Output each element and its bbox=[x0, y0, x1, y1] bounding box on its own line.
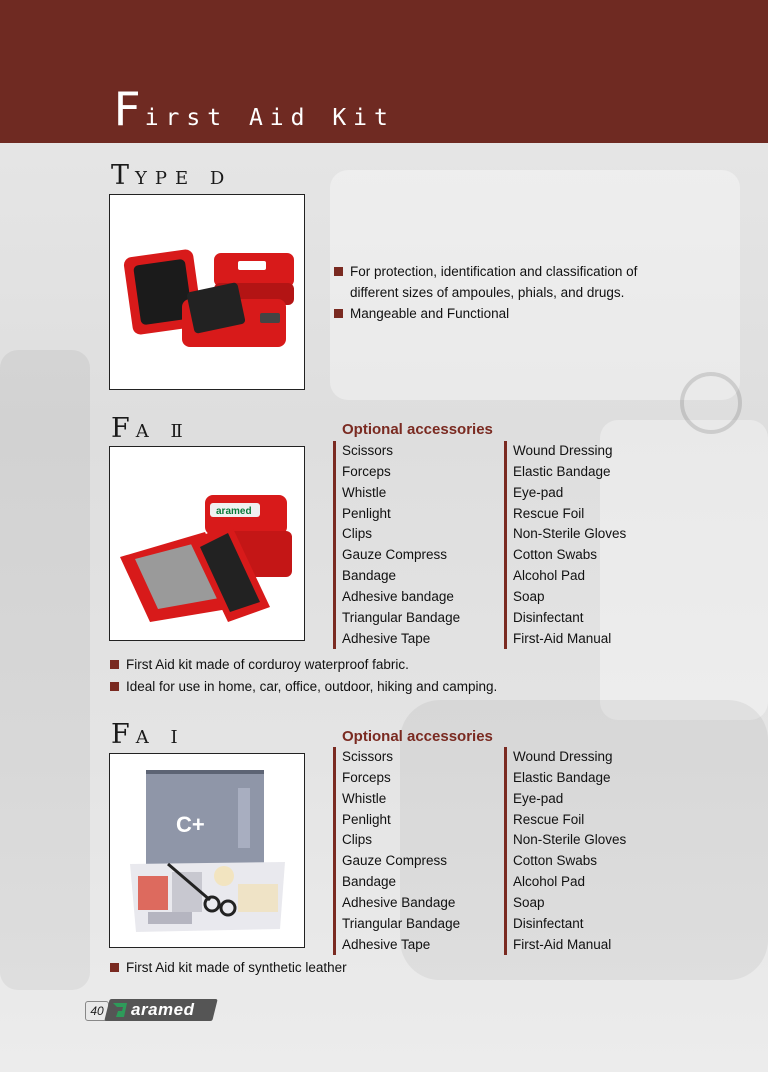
svg-text:C+: C+ bbox=[176, 812, 205, 837]
background-gauge bbox=[680, 372, 742, 434]
kit-red-open-icon bbox=[110, 195, 303, 388]
list-item: Bandage bbox=[342, 874, 397, 890]
list-item: Penlight bbox=[342, 811, 391, 827]
photo-type-d bbox=[109, 194, 305, 390]
photo-fa2 bbox=[109, 446, 305, 641]
background-wall bbox=[0, 350, 90, 990]
list-item: Whistle bbox=[342, 790, 387, 806]
list-item: Gauze Compress bbox=[342, 547, 448, 563]
section-title-fa2: FA Ⅱ bbox=[111, 413, 191, 444]
type-d-bullet-continued: different sizes of ampoules, phials, and drugs. bbox=[350, 285, 625, 300]
list-item: Non-Sterile Gloves bbox=[513, 832, 627, 848]
list-item: Alcohol Pad bbox=[513, 568, 586, 584]
list-item: Elastic Bandage bbox=[513, 769, 611, 785]
list-item: Adhesive bandage bbox=[342, 588, 454, 604]
list-item: Rescue Foil bbox=[513, 505, 585, 521]
list-item: Rescue Foil bbox=[513, 811, 585, 827]
page-header bbox=[0, 0, 768, 143]
brand-name: aramed bbox=[131, 1000, 195, 1019]
list-item: Adhesive Tape bbox=[342, 630, 431, 646]
list-item: Gauze Compress bbox=[342, 853, 448, 869]
list-item: Eye-pad bbox=[513, 790, 564, 806]
kit-grey-pouch-icon bbox=[110, 754, 303, 946]
list-item: Disinfectant bbox=[513, 915, 584, 931]
type-d-bullet: Mangeable and Functional bbox=[334, 303, 509, 324]
list-item: Forceps bbox=[342, 463, 391, 479]
list-item: Wound Dressing bbox=[513, 443, 613, 458]
list-item: Cotton Swabs bbox=[513, 547, 598, 563]
fa2-accessories-col2 bbox=[504, 441, 626, 649]
list-item: Non-Sterile Gloves bbox=[513, 526, 627, 542]
kit-red-roll-icon bbox=[110, 447, 303, 639]
list-item: Scissors bbox=[342, 443, 394, 458]
list-item: Penlight bbox=[342, 505, 391, 521]
list-item: Wound Dressing bbox=[513, 749, 613, 764]
list-item: Triangular Bandage bbox=[342, 915, 461, 931]
list-item: Clips bbox=[342, 526, 373, 542]
list-item: First-Aid Manual bbox=[513, 936, 612, 952]
list-item: Cotton Swabs bbox=[513, 853, 598, 869]
fa2-optional-title: Optional accessories bbox=[342, 421, 493, 438]
fa2-accessories-col1 bbox=[333, 441, 460, 649]
list-item: Adhesive Bandage bbox=[342, 894, 456, 910]
list-item: Forceps bbox=[342, 769, 391, 785]
list-item: Disinfectant bbox=[513, 609, 584, 625]
fa2-bullet: First Aid kit made of corduroy waterproof fabric. bbox=[110, 654, 409, 675]
fa1-bullet: First Aid kit made of synthetic leather bbox=[110, 957, 347, 978]
photo-fa1 bbox=[109, 753, 305, 948]
page-title: First Aid Kit bbox=[113, 82, 395, 136]
list-item: Triangular Bandage bbox=[342, 609, 461, 625]
list-item: Clips bbox=[342, 832, 373, 848]
list-item: Whistle bbox=[342, 484, 387, 500]
list-item: Alcohol Pad bbox=[513, 874, 586, 890]
section-title-type-d: TYPE D bbox=[111, 160, 233, 191]
list-item: Eye-pad bbox=[513, 484, 564, 500]
list-item: First-Aid Manual bbox=[513, 630, 612, 646]
svg-text:aramed: aramed bbox=[216, 506, 252, 517]
section-title-fa1: FA I bbox=[111, 719, 186, 750]
list-item: Adhesive Tape bbox=[342, 936, 431, 952]
page-number: 40 bbox=[85, 1001, 109, 1021]
fa1-accessories-col2 bbox=[504, 747, 626, 955]
list-item: Soap bbox=[513, 894, 545, 910]
type-d-bullet: For protection, identification and classification of bbox=[334, 261, 637, 282]
list-item: Elastic Bandage bbox=[513, 463, 611, 479]
list-item: Soap bbox=[513, 588, 545, 604]
list-item: Bandage bbox=[342, 568, 397, 584]
fa2-bullet: Ideal for use in home, car, office, outdoor, hiking and camping. bbox=[110, 676, 497, 697]
fa1-accessories-col1 bbox=[333, 747, 460, 955]
aramed-logo-icon bbox=[110, 1000, 130, 1020]
list-item: Scissors bbox=[342, 749, 394, 764]
fa1-optional-title: Optional accessories bbox=[342, 728, 493, 745]
